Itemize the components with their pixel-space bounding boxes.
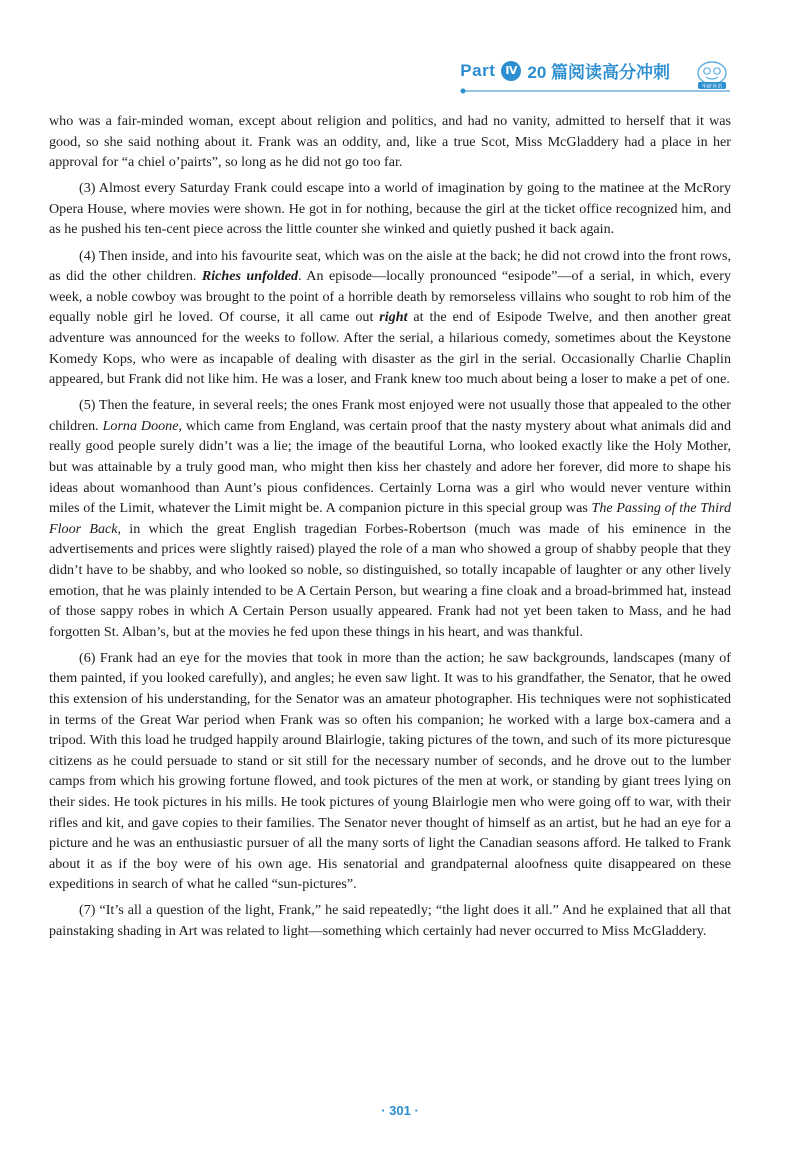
emphasized-text: Riches unfolded: [201, 268, 299, 285]
text-run: , in which the great English tragedian Forbes-Robertson (much was made of his eminence in the advertisements and prices were slightly raised) played the role of a man who showed a group of shabby people that they didn’t have to be shabby, and who looked so noble, so distinguished, so totally incapable of laughter or any other lively emotion, that he was plainly intended to be A Certain Person, but wearing a fine cloak and a broad-brimmed hat, instead of those sappy robes in which A Certain Person usually appeared. Frank had not yet been taken to Mass, and he had forgotten St. Alban’s, but at the movies he fed upon these things in his heart, and was thankful.: [49, 520, 731, 640]
paragraph-p6: [49, 648, 731, 895]
page-number: · 301 ·: [381, 1103, 419, 1118]
text-run: (3) Almost every Saturday Frank could escape into a world of imagination by going to the matinee at the McRory Opera House, where movies were shown. He got in for nothing, because the girl at the ticket office recognized him, and as he pushed his ten-cent piece across the little counter she winked and quietly pushed it back again.: [49, 180, 731, 238]
text-run: . An episode—locally pronounced “esipode”—of a serial, in which, every week, a noble cowboy was brought to the point of a horrible death by remorseless villains who sought to rob him of the equally noble girl he loved. Of course, it all came out: [49, 268, 731, 326]
running-header: [460, 58, 720, 83]
publisher-logo-icon: [694, 60, 730, 90]
text-run: (7) “It’s all a question of the light, Frank,” he said repeatedly; “the light does it all.” And he explained that all that painstaking shading in Art was related to light—something which certainly had never occurred to Miss McGladdery.: [49, 902, 731, 940]
text-run: (5) Then the feature, in several reels; the ones Frank most enjoyed were not usually those that appealed to the other children.: [49, 397, 731, 434]
text-run: who was a fair-minded woman, except about religion and politics, and had no vanity, admitted to herself that it was good, so she said nothing about it. Frank was an oddity, and, like a true Scot, Miss McGladdery had a place in her approval for “a chiel o’pairts”, so long as he did not go too far.: [49, 113, 731, 171]
header-rule: [460, 88, 730, 94]
text-run: (4) Then inside, and into his favourite seat, which was on the aisle at the back; he did not crowd into the front rows, as did the other children.: [49, 247, 731, 285]
part-label: Part: [460, 60, 496, 80]
text-run: (6) Frank had an eye for the movies that took in more than the action; he saw backgrounds, landscapes (many of them painted, if you looked carefully), and angles; he even saw light. It was to his grandfather, the Senator, that he owed this extension of his understanding, for the Senator was an amateur photographer. His techniques were not sophisticated in terms of the Great War period when Frank was so often his companion; he worked with a large box-camera and a tripod. With this load he trudged happily around Blairlogie, taking pictures of the town, and such of its more picturesque citizens as he could persuade to stand or sit still for the necessary number of seconds, and he drove out to the lumber camps from which his growing fortune flowed, and took pictures of the men at work, or standing by giant trees lying on their sides. He took pictures in his mills. He took pictures of young Blairlogie men who were going off to war, with their rifles and kit, and gave copies to their families. The Senator never thought of himself as an artist, but he had an eye for a picture and he was an enthusiastic pursuer of all the many sorts of light the Canadian seasons afford. He talked to Frank about it as if the boy were of his own age. His senatorial and grandpaternal aloofness quite disappeared on these expeditions in search of what he called “sun-pictures”.: [49, 649, 731, 893]
part-number-badge: Ⅳ: [501, 61, 521, 81]
paragraph-p4: [49, 246, 731, 390]
paragraph-p7: [49, 900, 731, 941]
logo-text: 华研外语: [701, 83, 723, 90]
emphasized-text: The Passing of the Third Floor Back: [49, 500, 732, 537]
paragraph-p5: [49, 395, 731, 642]
text-run: , which came from England, was certain proof that the nasty mystery about what animals did and really good people surely didn’t was a lie; the image of the beautiful Lorna, who looked exactly like the Holy Mother, but was attainable by a truly good man, who might then kiss her chastely and adore her forever, did more to shape his ideas about womanhood than Aunt’s pious confidences. Certainly Lorna was a girl who would never venture within miles of the Limit, whatever the Limit might be. A companion picture in this special group was: [49, 417, 731, 517]
paragraph-p0: [49, 111, 731, 173]
article-body: [49, 111, 731, 942]
emphasized-text: right: [379, 309, 408, 326]
section-title: 20 篇阅读高分冲刺: [527, 63, 670, 82]
emphasized-text: Lorna Doone: [102, 417, 179, 434]
paragraph-p3: [49, 178, 731, 240]
text-run: at the end of Esipode Twelve, and then another great adventure was announced for the weeks to follow. After the serial, a hilarious comedy, sometimes about the Keystone Komedy Kops, who were as incapable of dealing with disaster as the girl in the serial. Occasionally Charlie Chaplin appeared, but Frank did not like him. He was a loser, and Frank knew too much about being a loser to make a pet of one.: [49, 309, 731, 388]
